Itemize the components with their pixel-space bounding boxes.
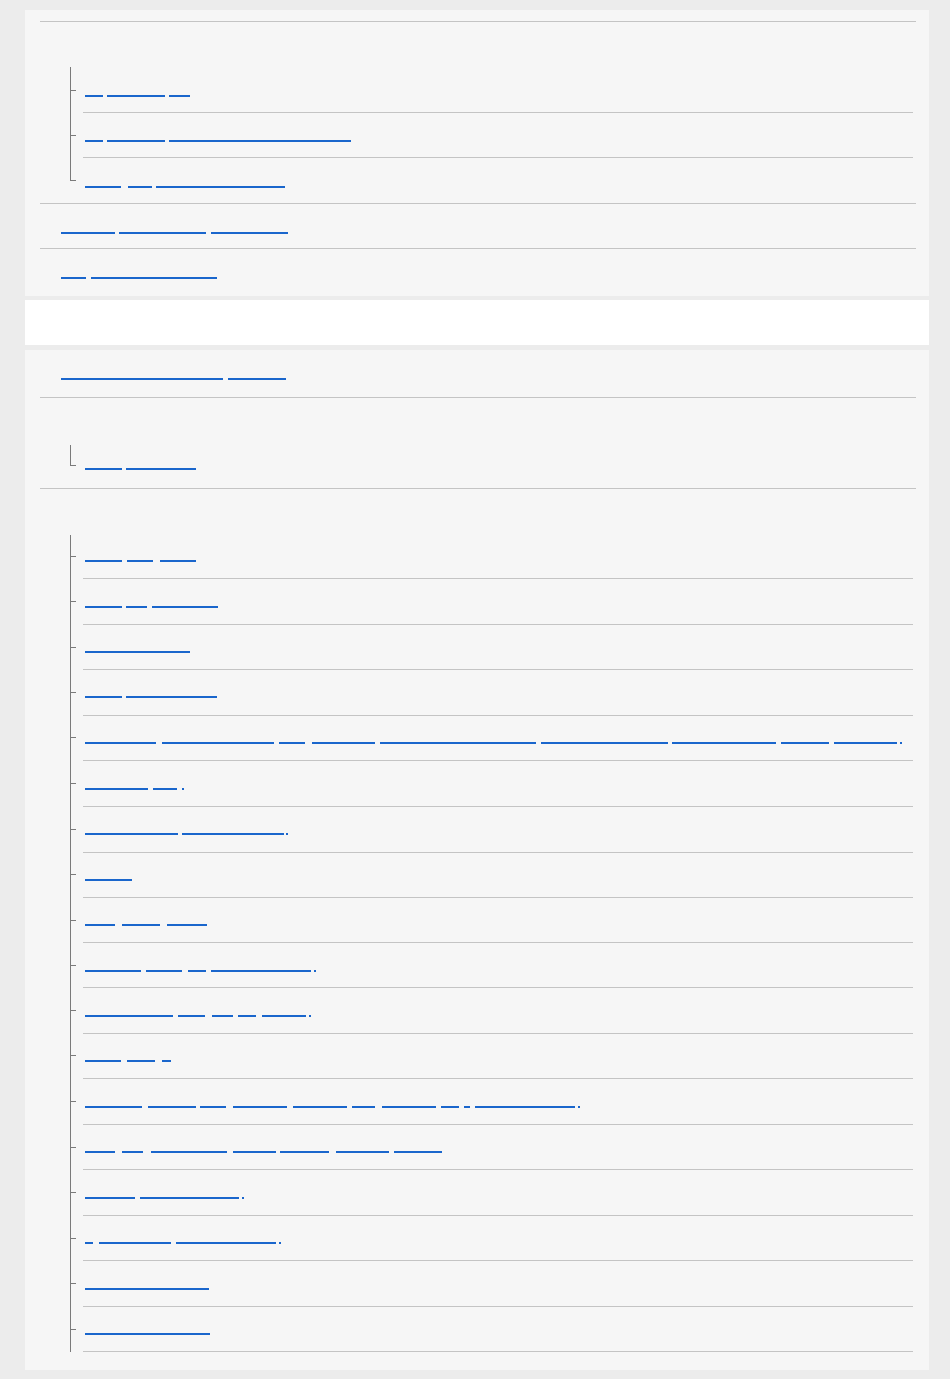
divider (83, 157, 913, 158)
tree-branch (70, 692, 76, 693)
tree-branch (70, 1101, 76, 1102)
tree-branch (70, 601, 76, 602)
divider (40, 397, 916, 398)
tree-branch (70, 90, 76, 91)
tree-branch (70, 829, 76, 830)
divider (83, 112, 913, 113)
tree-branch (70, 556, 76, 557)
divider (83, 624, 913, 625)
divider (83, 1306, 913, 1307)
lower-panel (25, 350, 929, 1370)
divider (83, 1033, 913, 1034)
divider (83, 987, 913, 988)
divider (83, 1124, 913, 1125)
tree-branch (70, 1055, 76, 1056)
tree-branch (70, 1283, 76, 1284)
divider (83, 669, 913, 670)
divider (83, 1215, 913, 1216)
divider (83, 760, 913, 761)
divider (83, 1260, 913, 1261)
tree-branch (70, 465, 76, 466)
divider (83, 715, 913, 716)
tree-branch (70, 965, 76, 966)
tree-branch (70, 1010, 76, 1011)
tree-branch (70, 1192, 76, 1193)
tree-line (70, 67, 71, 180)
tree-branch (70, 1329, 76, 1330)
tree-branch (70, 874, 76, 875)
tree-branch (70, 180, 76, 181)
tree-branch (70, 737, 76, 738)
divider (83, 1351, 913, 1352)
tree-branch (70, 920, 76, 921)
tree-line (70, 445, 71, 465)
divider (40, 21, 916, 22)
tree-branch (70, 647, 76, 648)
section-separator (25, 300, 929, 345)
tree-branch (70, 783, 76, 784)
tree-line (70, 535, 71, 1352)
divider (83, 1169, 913, 1170)
divider (83, 1078, 913, 1079)
divider (83, 942, 913, 943)
upper-panel (25, 10, 929, 296)
tree-branch (70, 1147, 76, 1148)
divider (40, 203, 916, 204)
divider (40, 488, 916, 489)
divider (83, 852, 913, 853)
tree-branch (70, 1238, 76, 1239)
divider (83, 897, 913, 898)
divider (83, 806, 913, 807)
tree-branch (70, 135, 76, 136)
divider (40, 248, 916, 249)
divider (83, 578, 913, 579)
